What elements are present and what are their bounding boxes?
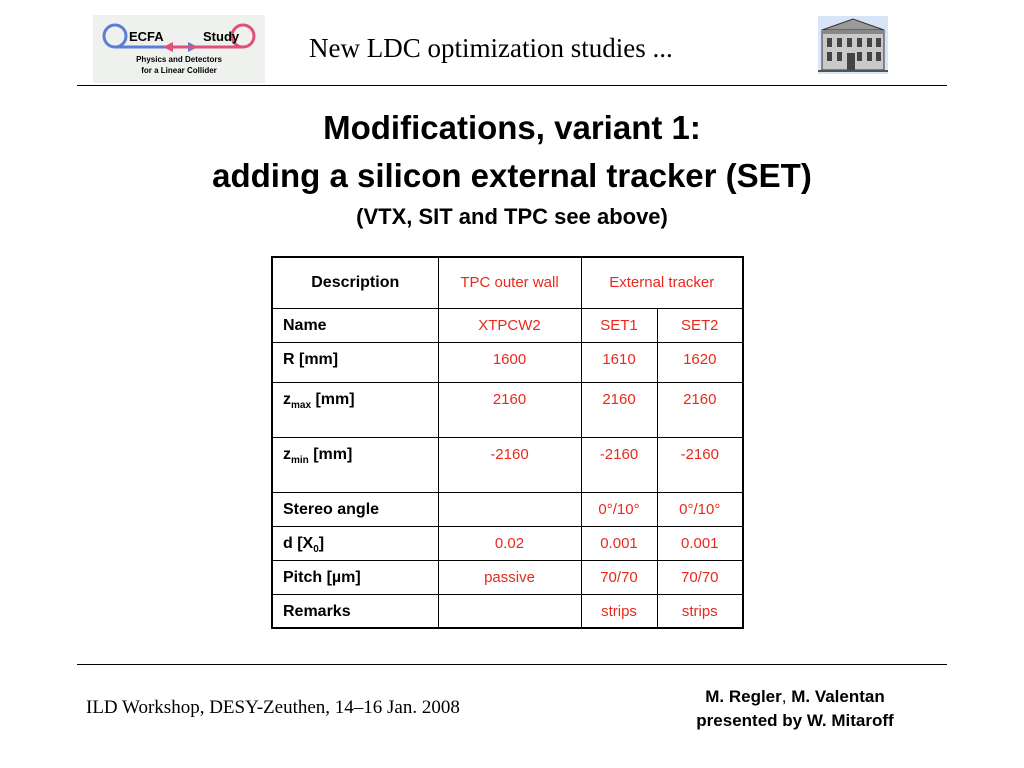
table-row bbox=[272, 594, 743, 628]
table-cell: 0°/10° bbox=[657, 492, 743, 526]
slide-title bbox=[0, 104, 1024, 232]
footer-authors bbox=[640, 685, 950, 733]
row-label-name: Name bbox=[272, 308, 438, 342]
table-cell: 1600 bbox=[438, 342, 581, 382]
table-cell bbox=[438, 594, 581, 628]
table-row bbox=[272, 437, 743, 492]
table-row bbox=[272, 492, 743, 526]
footer-event: ILD Workshop, DESY-Zeuthen, 14–16 Jan. 2008 bbox=[86, 697, 460, 718]
table-cell: passive bbox=[438, 560, 581, 594]
header-external-tracker: External tracker bbox=[581, 257, 743, 308]
table-row bbox=[272, 342, 743, 382]
table-cell: 0.001 bbox=[581, 526, 657, 560]
footer-author-1: M. Regler bbox=[705, 687, 782, 706]
table-cell: 70/70 bbox=[657, 560, 743, 594]
table-cell: -2160 bbox=[581, 437, 657, 492]
table-cell: 2160 bbox=[581, 382, 657, 437]
row-label-pitch: Pitch [µm] bbox=[272, 560, 438, 594]
table-cell: XTPCW2 bbox=[438, 308, 581, 342]
parameter-table bbox=[271, 256, 744, 629]
table-cell: 2160 bbox=[438, 382, 581, 437]
ecfa-study-logo bbox=[93, 15, 265, 83]
row-label-d-x0: d $[X_0]$ bbox=[272, 526, 438, 560]
footer-author-line bbox=[640, 685, 950, 709]
title-line-1: Modifications, variant 1: bbox=[323, 109, 701, 146]
footer-author-2: M. Valentan bbox=[791, 687, 885, 706]
table-cell: 1610 bbox=[581, 342, 657, 382]
table-cell: 2160 bbox=[657, 382, 743, 437]
table-cell: strips bbox=[581, 594, 657, 628]
row-label-zmin: $z_{min}$ [mm] bbox=[272, 437, 438, 492]
table-cell: 0°/10° bbox=[581, 492, 657, 526]
row-label-zmax: $z_{max}$ [mm] bbox=[272, 382, 438, 437]
logo-subtitle-line1: Physics and Detectors bbox=[136, 55, 222, 64]
table-row bbox=[272, 560, 743, 594]
building-logo bbox=[818, 16, 888, 79]
study-logo-word: Study bbox=[203, 29, 240, 44]
table-cell: SET2 bbox=[657, 308, 743, 342]
table-cell: -2160 bbox=[438, 437, 581, 492]
table-cell: 0.001 bbox=[657, 526, 743, 560]
table-cell: 70/70 bbox=[581, 560, 657, 594]
title-line-3: (VTX, SIT and TPC see above) bbox=[356, 204, 668, 229]
table-row bbox=[272, 382, 743, 437]
row-label-remarks: Remarks bbox=[272, 594, 438, 628]
title-line-2: adding a silicon external tracker (SET) bbox=[212, 157, 812, 194]
logo-subtitle-line2: for a Linear Collider bbox=[141, 66, 217, 75]
table-row bbox=[272, 526, 743, 560]
table-row bbox=[272, 308, 743, 342]
ecfa-logo-word: ECFA bbox=[129, 29, 164, 44]
footer-author-separator: , bbox=[781, 687, 792, 706]
table-cell: 1620 bbox=[657, 342, 743, 382]
header-tpc-outer-wall: TPC outer wall bbox=[438, 257, 581, 308]
row-label-stereo-angle: Stereo angle bbox=[272, 492, 438, 526]
header-title: New LDC optimization studies ... bbox=[309, 33, 673, 63]
table-cell: -2160 bbox=[657, 437, 743, 492]
footer-presented-by: presented by W. Mitaroff bbox=[696, 711, 894, 730]
building-icon bbox=[818, 16, 888, 74]
footer-rule bbox=[77, 664, 947, 665]
table-cell bbox=[438, 492, 581, 526]
header-description: Description bbox=[272, 257, 438, 308]
row-label-r: R [mm] bbox=[272, 342, 438, 382]
table-cell: SET1 bbox=[581, 308, 657, 342]
header-rule bbox=[77, 85, 947, 86]
table-cell: 0.02 bbox=[438, 526, 581, 560]
table-cell: strips bbox=[657, 594, 743, 628]
table-header-row bbox=[272, 257, 743, 308]
